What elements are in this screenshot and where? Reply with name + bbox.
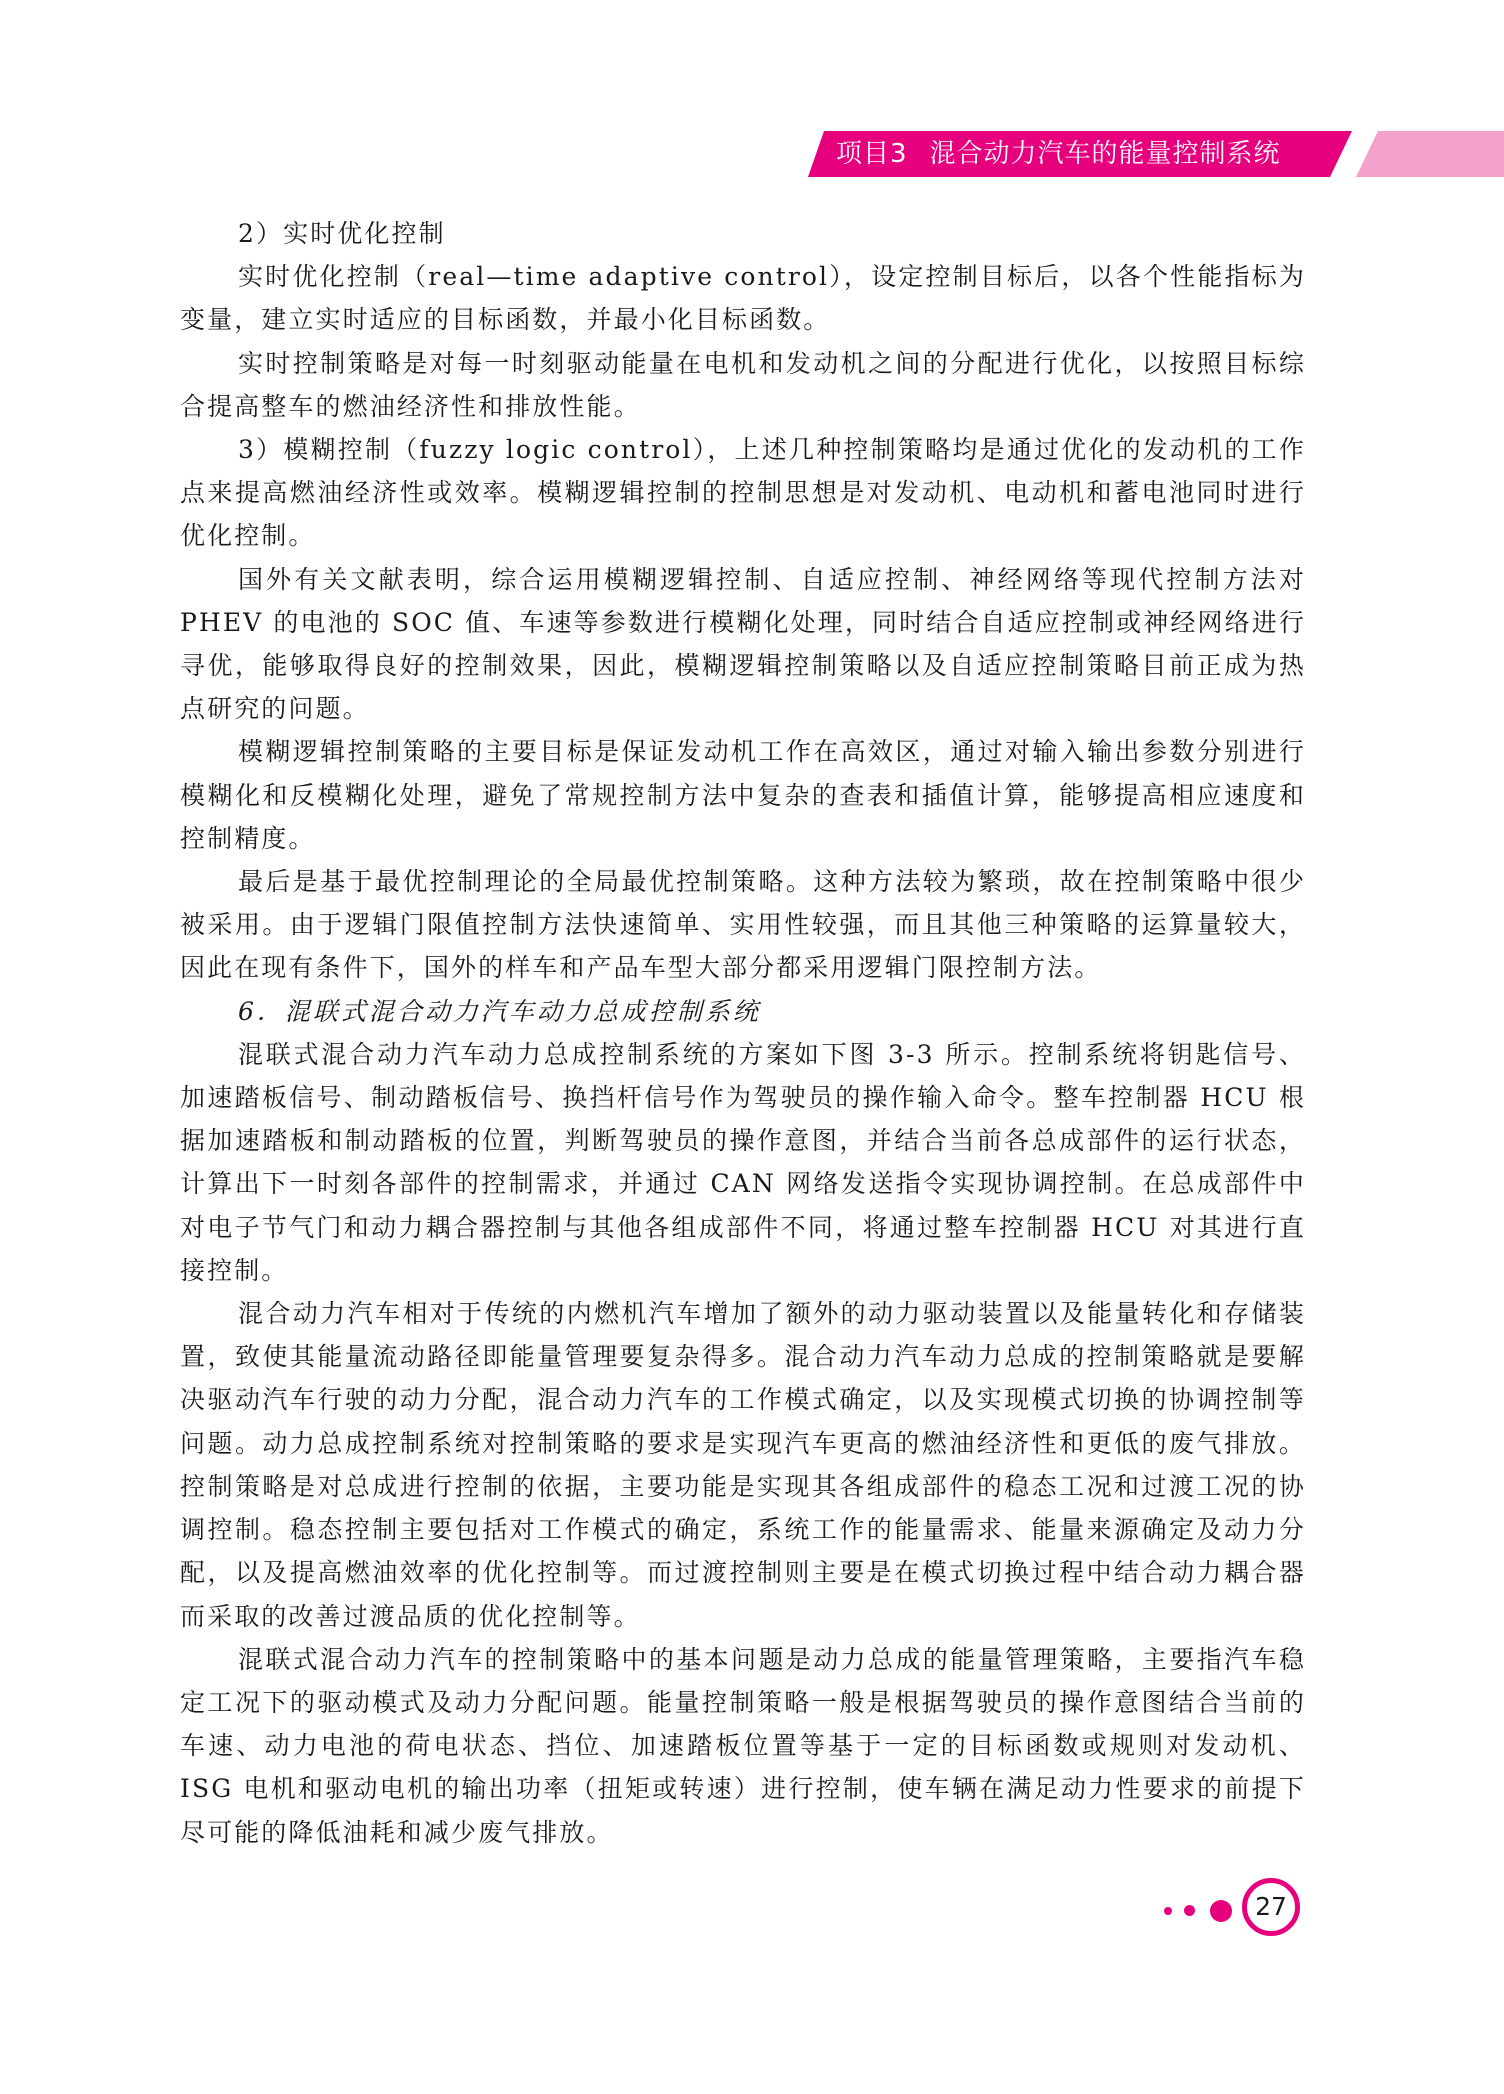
paragraph: 最后是基于最优控制理论的全局最优控制策略。这种方法较为繁琐，故在控制策略中很少被采用。由于逻辑门限值控制方法快速简单、实用性较强，而且其他三种策略的运算量较大，因此在现有条件下，国外的样车和产品车型大部分都采用逻辑门限控制方法。 — [180, 867, 1306, 983]
subheading-realtime-control: 2）实时优化控制 — [238, 219, 446, 248]
dot-icon — [1164, 1907, 1172, 1915]
paragraph: 3）模糊控制（fuzzy logic control），上述几种控制策略均是通过优化的发动机的工作点来提高燃油经济性或效率。模糊逻辑控制的控制思想是对发动机、电动机和蓄电池同时进行优化控制。 — [180, 435, 1306, 551]
dot-icon — [1184, 1905, 1195, 1916]
paragraph: 模糊逻辑控制策略的主要目标是保证发动机工作在高效区，通过对输入输出参数分别进行模糊化和反模糊化处理，避免了常规控制方法中复杂的查表和插值计算，能够提高相应速度和控制精度。 — [180, 737, 1306, 853]
chapter-title-text: 混合动力汽车的能量控制系统 — [929, 139, 1281, 169]
chapter-header — [808, 131, 1504, 177]
chapter-header-light-band — [1356, 131, 1504, 177]
paragraph: 国外有关文献表明，综合运用模糊逻辑控制、自适应控制、神经网络等现代控制方法对 PHEV 的电池的 SOC 值、车速等参数进行模糊化处理，同时结合自适应控制或神经网络进行寻优，能够取得良好的控制效果，因此，模糊逻辑控制策略以及自适应控制策略目前正成为热点研究的问题。 — [180, 564, 1306, 724]
paragraph: 实时控制策略是对每一时刻驱动能量在电机和发动机之间的分配进行优化，以按照目标综合提高整车的燃油经济性和排放性能。 — [180, 348, 1306, 421]
dot-icon — [1210, 1900, 1232, 1922]
paragraph: 混合动力汽车相对于传统的内燃机汽车增加了额外的动力驱动装置以及能量转化和存储装置，致使其能量流动路径即能量管理要复杂得多。混合动力汽车动力总成的控制策略就是要解决驱动汽车行驶的动力分配，混合动力汽车的工作模式确定，以及实现模式切换的协调控制等问题。动力总成控制系统对控制策略的要求是实现汽车更高的燃油经济性和更低的废气排放。控制策略是对总成进行控制的依据，主要功能是实现其各组成部件的稳态工况和过渡工况的协调控制。稳态控制主要包括对工作模式的确定，系统工作的能量需求、能量来源确定及动力分配，以及提高燃油效率的优化控制等。而过渡控制则主要是在模式切换过程中结合动力耦合器而采取的改善过渡品质的优化控制等。 — [180, 1299, 1306, 1631]
paragraph: 实时优化控制（real—time adaptive control），设定控制目标后，以各个性能指标为变量，建立实时适应的目标函数，并最小化目标函数。 — [180, 262, 1306, 335]
paragraph: 混联式混合动力汽车动力总成控制系统的方案如下图 3-3 所示。控制系统将钥匙信号、加速踏板信号、制动踏板信号、换挡杆信号作为驾驶员的操作输入命令。整车控制器 HCU 根据加速踏板和制动踏板的位置，判断驾驶员的操作意图，并结合当前各总成部件的运行状态，计算出下一时刻各部件的控制需求，并通过 CAN 网络发送指令实现协调控制。在总成部件中对电子节气门和动力耦合器控制与其他各组成部件不同，将通过整车控制器 HCU 对其进行直接控制。 — [180, 1039, 1306, 1285]
page-number: 27 — [1242, 1878, 1300, 1936]
section-heading-6: 6．混联式混合动力汽车动力总成控制系统 — [238, 996, 761, 1026]
chapter-title — [836, 131, 1281, 177]
page-body — [180, 212, 1306, 1854]
page-number-badge — [1160, 1878, 1308, 1942]
paragraph: 混联式混合动力汽车的控制策略中的基本问题是动力总成的能量管理策略，主要指汽车稳定工况下的驱动模式及动力分配问题。能量控制策略一般是根据驾驶员的操作意图结合当前的车速、动力电池的荷电状态、挡位、加速踏板位置等基于一定的目标函数或规则对发动机、ISG 电机和驱动电机的输出功率（扭矩或转速）进行控制，使车辆在满足动力性要求的前提下尽可能的降低油耗和减少废气排放。 — [180, 1644, 1306, 1847]
chapter-label: 项目3 — [836, 139, 908, 169]
